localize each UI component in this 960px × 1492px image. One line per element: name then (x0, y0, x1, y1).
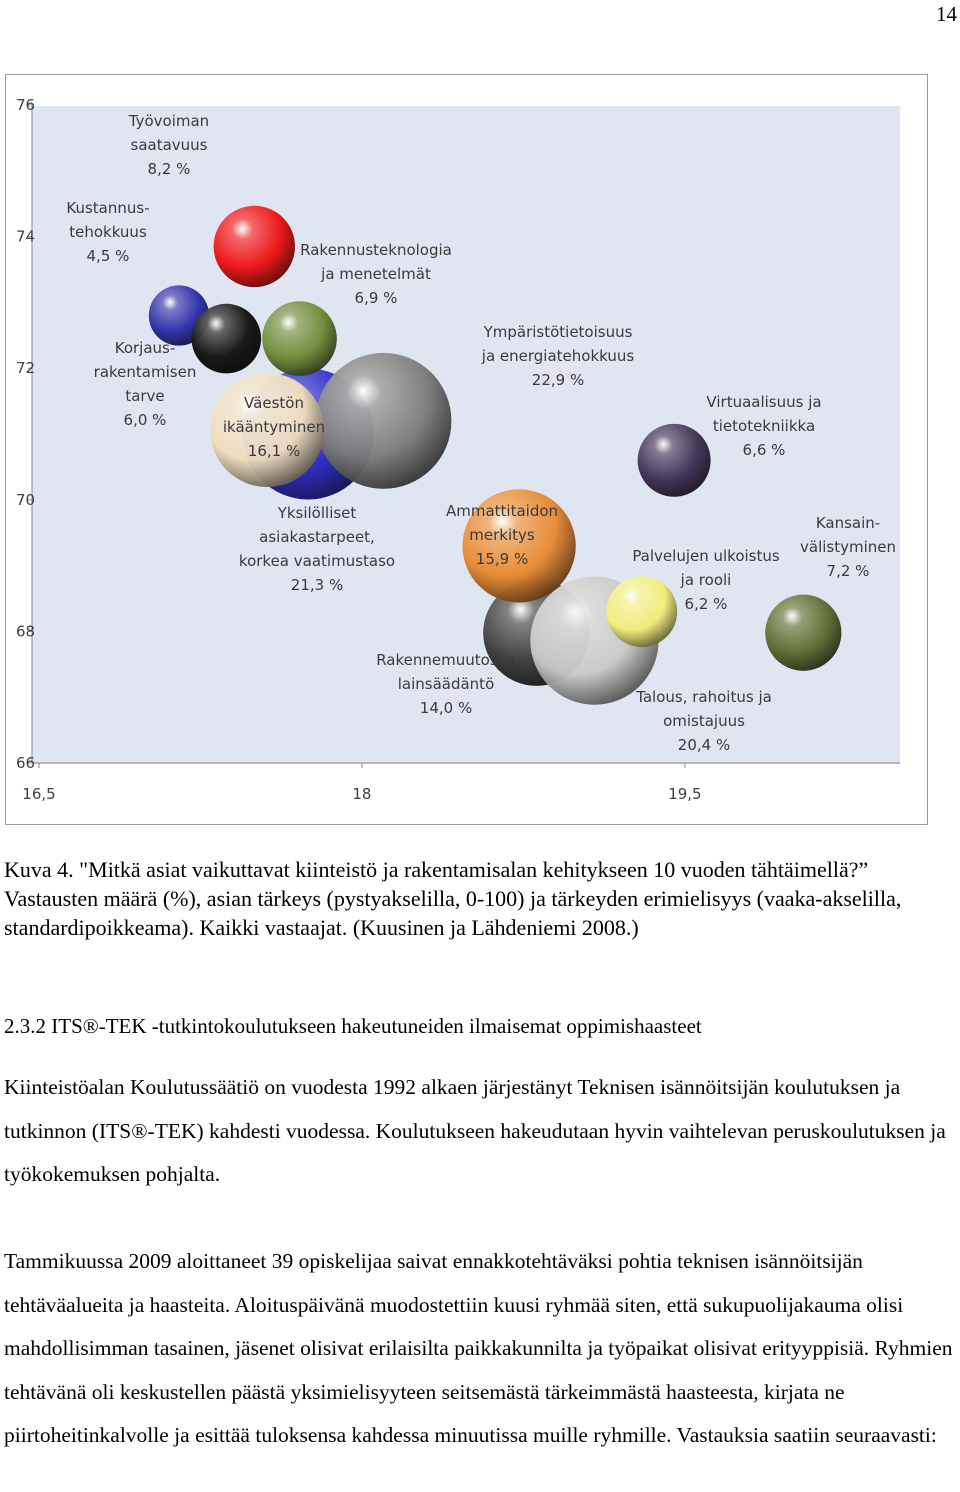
x-tick-label: 19,5 (668, 785, 702, 803)
bubble-label-4: Virtuaalisuus ja tietotekniikka 6,6 % (706, 393, 822, 459)
bubble-label-6: Yksilölliset asiakastarpeet, korkea vaatimustaso 21,3 % (238, 504, 396, 594)
bubble-label-5: Ammattitaidon merkitys 15,9 % (445, 502, 559, 568)
bubble-chart-frame (5, 74, 928, 825)
x-tick-label: 16,5 (22, 785, 56, 803)
y-tick-label: 72 (16, 359, 36, 378)
bubble-10 (192, 304, 262, 374)
bubble-9 (214, 206, 295, 287)
bubble-3 (765, 595, 841, 671)
bubble-7 (316, 353, 452, 489)
bubble-label-1: Talous, rahoitus ja omistajuus 20,4 % (636, 688, 772, 754)
bubble-label-11: Rakennusteknologia ja menetelmät 6,9 % (300, 241, 452, 307)
y-tick-label: 66 (16, 754, 36, 772)
bubble-label-7: Ympäristötietoisuus ja energiatehokkuus 22,9 % (481, 323, 635, 389)
bubble-label-3: Kansain-välistyminen 7,2 % (800, 514, 896, 580)
bubble-label-9: Työvoiman saatavuus 8,2 % (128, 112, 210, 178)
bubble-label-10: Korjaus-rakentamisen tarve 6,0 % (93, 339, 197, 429)
y-tick-label: 76 (16, 96, 36, 114)
page-number: 14 (936, 2, 957, 26)
section-heading: 2.3.2 ITS®-TEK -tutkintokoulutukseen hakeutuneiden ilmaisemat oppimishaasteet (4, 1014, 702, 1038)
body-paragraph-1: Kiinteistöalan Koulutussäätiö on vuodesta 1992 alkaen järjestänyt Teknisen isännöitsijän koulutuksen ja tutkinnon (ITS®-TEK) kahdesti vuodessa. Koulutukseen hakeudutaan hyvin vaihtelevan peruskoulutuksen ja työkokemuksen pohjalta. (4, 1075, 946, 1187)
bubble-chart (6, 75, 927, 824)
bubble-label-12: Väestön ikääntyminen 16,1 % (222, 394, 326, 460)
bubble-4 (638, 424, 711, 497)
bubble-2 (606, 576, 677, 647)
figure-caption: Kuva 4. "Mitkä asiat vaikuttavat kiinteistö ja rakentamisalan kehitykseen 10 vuoden tähtäimellä?” Vastausten määrä (%), asian tärkeys (pystyakselilla, 0-100) ja tärkeyden erimielisyys (vaaka-akselilla, standardipoikkeama). Kaikki vastaajat. (Kuusinen ja Lähdeniemi 2008.) (4, 857, 902, 940)
bubble-11 (262, 301, 337, 376)
y-tick-label: 68 (16, 622, 36, 641)
x-tick-label: 18 (352, 785, 372, 803)
body-paragraph-2: Tammikuussa 2009 aloittaneet 39 opiskelijaa saivat ennakkotehtäväksi pohtia teknisen isännöitsijän tehtäväalueita ja haasteita. Aloituspäivänä muodostettiin kuusi ryhmää siten, että sukupuolijakauma olisi mahdollisimman tasainen, jäsenet olisivat erilaisilta paikkakunnilta ja työpaikat olisivat erityyppisiä. Ryhmien tehtävänä oli keskustellen päästä yksimielisyyteen seitsemästä tärkeimmästä haasteesta, kirjata ne piirtoheitinkalvolle ja esittää tuloksensa kahdessa minuutissa muille ryhmille. Vastauksia saatiin seuraavasti: (4, 1249, 953, 1448)
y-tick-label: 74 (16, 227, 36, 246)
bubble-label-8: Kustannus-tehokkuus 4,5 % (66, 199, 150, 265)
y-tick-label: 70 (16, 490, 36, 509)
bubble-label-2: Palvelujen ulkoistus ja rooli 6,2 % (632, 547, 780, 613)
bubble-label-0: Rakennemuutos ja lainsäädäntö 14,0 % (376, 651, 516, 717)
